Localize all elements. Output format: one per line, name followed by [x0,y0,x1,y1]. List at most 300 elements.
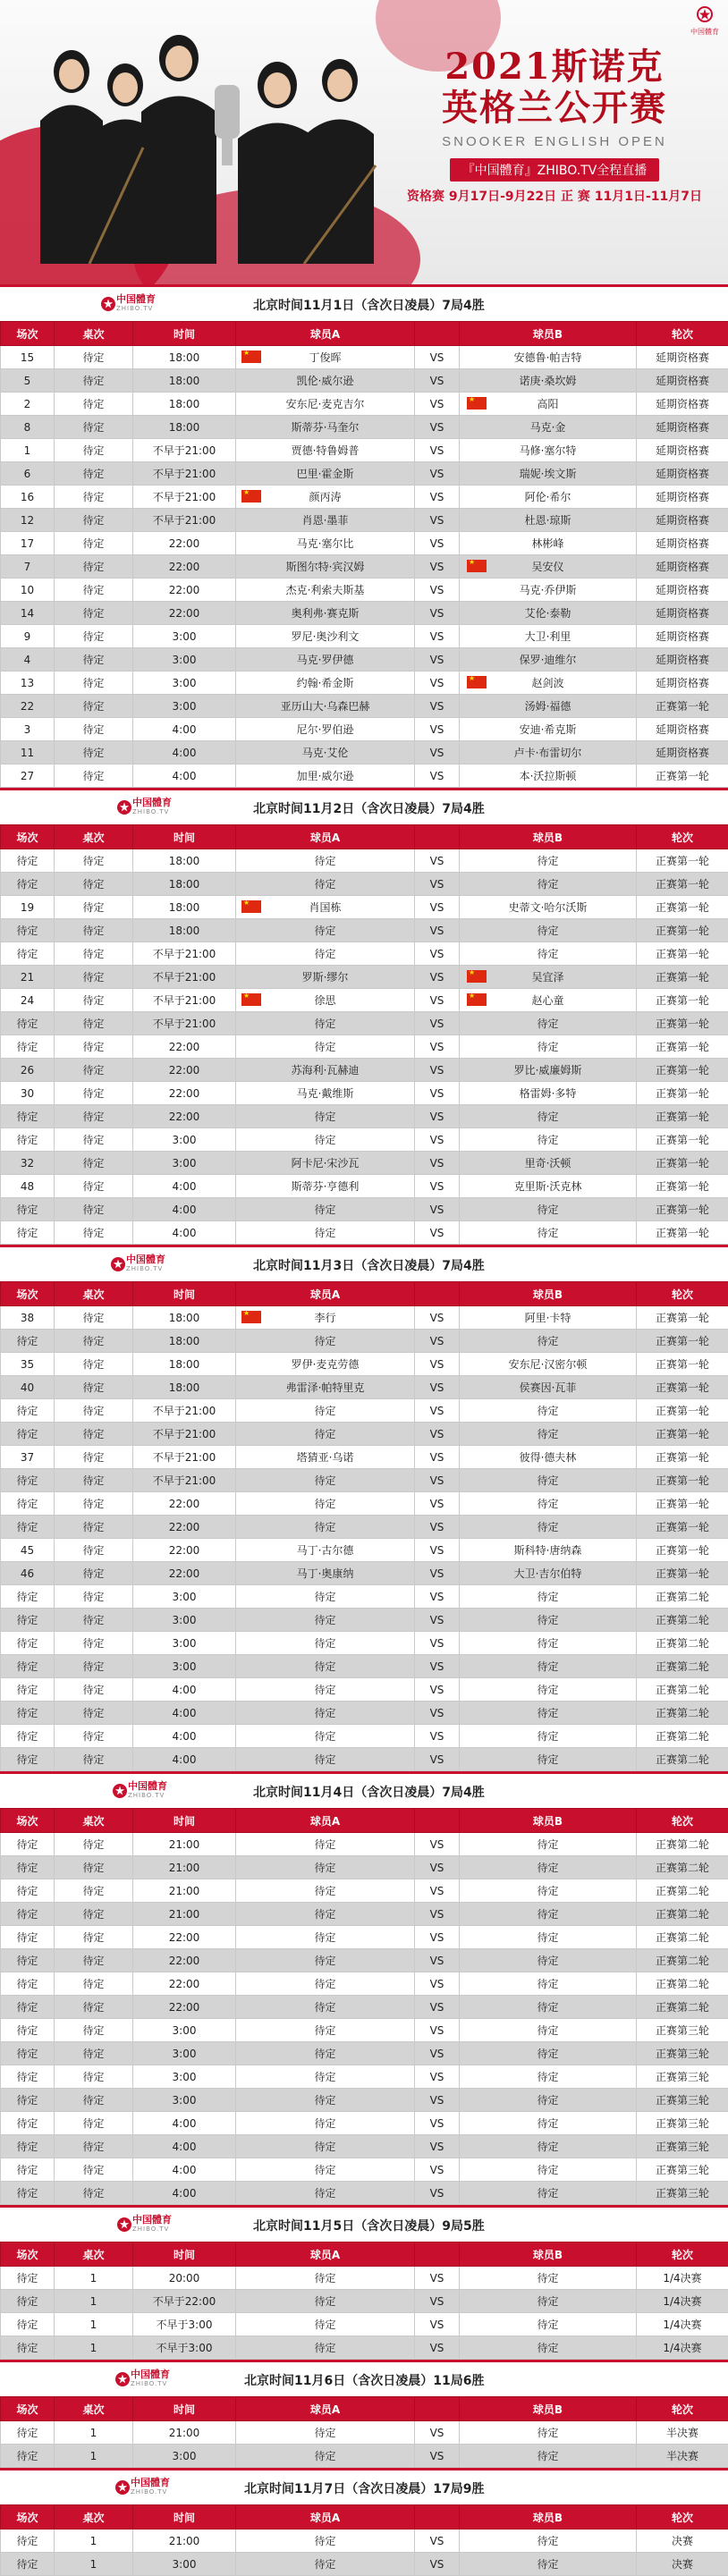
cell-text: 待定 [16,1753,38,1766]
player-b-cell [460,2421,637,2445]
match-no-header: 场次 [1,1809,55,1833]
table-no-cell [55,2019,133,2042]
table-no-cell [55,1926,133,1949]
cell-text: 待定 [314,2295,335,2308]
cell-text: 13 [21,677,34,689]
cell-text: 待定 [537,1018,558,1030]
day-header [0,2468,728,2504]
table-row [1,486,728,509]
cell-text: 正赛第三轮 [656,2164,709,2176]
table-row [1,439,728,462]
cell-text: VS [430,770,444,782]
table-no-cell [55,1539,133,1562]
player-a-cell [236,1152,415,1175]
cell-text: VS [430,878,444,891]
cell-text: 待定 [314,1753,335,1766]
china-flag-icon [241,351,261,363]
cell-text: 待定 [82,1908,104,1921]
broadcast-badge: 『中国體育』ZHIBO.TV全程直播 [450,158,660,182]
round-cell [637,1446,728,1469]
player-b-cell [460,989,637,1012]
cell-text: 3:00 [173,700,197,713]
cell-text: 待定 [16,2295,38,2308]
cell-text: 半决赛 [666,2450,698,2462]
cell-text: 1/4决赛 [663,2295,701,2308]
round-cell [637,1376,728,1399]
round-cell [637,579,728,602]
cell-text: 正赛第三轮 [656,2048,709,2060]
player-a-cell [236,919,415,942]
round-cell [637,671,728,695]
cell-text: 27 [21,770,34,782]
table-no-cell [55,2445,133,2468]
cell-text: 待定 [537,1405,558,1417]
vs-cell [415,2112,460,2135]
cell-text: 45 [21,1544,34,1557]
cell-text: 3:00 [173,654,197,666]
cell-text: 22:00 [169,561,200,573]
cell-text: VS [430,1312,444,1324]
cell-text: 待定 [82,723,104,736]
round-cell [637,1609,728,1632]
vs-cell [415,579,460,602]
brand-logo-sub: ZHIBO.TV [128,1791,167,1800]
table-no-cell [55,439,133,462]
cell-text: 待定 [16,1637,38,1650]
table-row [1,919,728,942]
vs-cell [415,1105,460,1128]
time-cell [133,695,236,718]
table-no-cell [55,1128,133,1152]
table-row [1,718,728,741]
cell-text: 待定 [82,444,104,457]
vs-cell [415,1678,460,1702]
cell-text: 待定 [16,2187,38,2200]
cell-text: 正赛第一轮 [656,1381,709,1394]
table-no-cell [55,346,133,369]
cell-text: 21:00 [169,2535,200,2547]
table-row [1,2290,728,2313]
table-row [1,1632,728,1655]
cell-text: 待定 [314,2558,335,2571]
cell-text: 待定 [82,1041,104,1053]
cell-text: 正赛第二轮 [656,2001,709,2014]
vs-cell [415,1376,460,1399]
cell-text: 延期资格赛 [656,351,709,364]
cell-text: 待定 [16,1730,38,1743]
table-no-cell [55,462,133,486]
round-cell [637,2112,728,2135]
round-cell [637,2089,728,2112]
cell-text: 正赛第一轮 [656,878,709,891]
round-cell [637,695,728,718]
player-a-cell [236,2182,415,2205]
player-a-cell [236,1833,415,1856]
cell-text: 待定 [82,1862,104,1874]
cell-text: 延期资格赛 [656,630,709,643]
cell-text: 待定 [16,1660,38,1673]
time-header: 时间 [133,2505,236,2530]
table-row [1,1128,728,1152]
vs-cell [415,1903,460,1926]
time-cell [133,1926,236,1949]
table-row [1,1856,728,1879]
player-b-header: 球员B [460,322,637,346]
player-b-cell [460,2445,637,2468]
event-banner [0,0,728,284]
time-cell [133,393,236,416]
round-header: 轮次 [637,1809,728,1833]
cell-text: 14 [21,607,34,620]
round-cell [637,741,728,764]
cell-text: 待定 [537,1862,558,1874]
table-no-cell [55,2065,133,2089]
time-cell [133,2112,236,2135]
round-cell [637,2445,728,2468]
table-no-cell [55,1175,133,1198]
brand-logo [110,1254,165,1273]
cell-text: 罗伊·麦克劳德 [292,1358,360,1371]
cell-text: 待定 [16,2024,38,2037]
time-cell [133,1175,236,1198]
cell-text: 决赛 [672,2558,693,2571]
player-a-cell [236,1879,415,1903]
table-row [1,1376,728,1399]
vs-header [415,825,460,849]
cell-text: 待定 [537,1684,558,1696]
cell-text: 3:00 [173,2071,197,2083]
day-header [0,284,728,321]
cell-text: 待定 [314,855,335,867]
table-row [1,1035,728,1059]
match-no-cell [1,942,55,966]
cell-text: 正赛第一轮 [656,1227,709,1239]
match-no-cell [1,2019,55,2042]
time-cell [133,346,236,369]
time-cell [133,671,236,695]
cell-text: VS [430,1978,444,1990]
cell-text: 40 [21,1381,34,1394]
round-cell [637,1926,728,1949]
table-no-cell [55,1376,133,1399]
player-a-cell [236,648,415,671]
round-cell [637,896,728,919]
table-no-cell [55,1105,133,1128]
match-no-cell [1,1833,55,1856]
time-cell [133,2421,236,2445]
table-row [1,1175,728,1198]
round-cell [637,439,728,462]
player-b-cell [460,1012,637,1035]
cell-text: 21:00 [169,2427,200,2439]
cell-text: 待定 [314,925,335,937]
cell-text: 1 [24,444,31,457]
vs-header [415,2397,460,2421]
cell-text: 待定 [537,2427,558,2439]
round-cell [637,2421,728,2445]
cell-text: VS [430,421,444,434]
cell-text: VS [430,1335,444,1347]
player-a-header: 球员A [236,2505,415,2530]
table-row [1,1399,728,1423]
brand-logo-name: 中国體育 [132,797,172,808]
cell-text: 待定 [16,2071,38,2083]
time-cell [133,1353,236,1376]
match-no-cell [1,1175,55,1198]
vs-cell [415,369,460,393]
cell-text: 待定 [537,1227,558,1239]
player-a-cell [236,555,415,579]
cell-text: 待定 [82,1591,104,1603]
cell-text: 待定 [314,1684,335,1696]
cell-text: 待定 [314,1405,335,1417]
cell-text: 不早于21:00 [153,948,216,960]
player-a-cell [236,966,415,989]
table-row [1,1198,728,1221]
cell-text: 待定 [82,468,104,480]
table-row [1,671,728,695]
vs-cell [415,2336,460,2360]
cell-text: VS [430,654,444,666]
player-b-cell [460,648,637,671]
schedule-table [0,1808,728,2205]
cell-text: 待定 [537,1134,558,1146]
event-title-line2: 英格兰公开赛 [394,88,715,129]
cell-text: VS [430,1614,444,1626]
time-cell [133,1399,236,1423]
table-row [1,1516,728,1539]
match-no-cell [1,648,55,671]
player-b-cell [460,1609,637,1632]
cell-text: 22:00 [169,1544,200,1557]
china-flag-icon [467,676,487,688]
brand-logo [114,2478,170,2496]
match-no-cell [1,1423,55,1446]
player-b-cell [460,1175,637,1198]
time-cell [133,1725,236,1748]
cell-text: 待定 [16,1684,38,1696]
vs-cell [415,346,460,369]
cell-text: VS [430,375,444,387]
round-cell [637,1035,728,1059]
time-cell [133,989,236,1012]
cell-text: 待定 [314,1521,335,1533]
cell-text: 延期资格赛 [656,654,709,666]
cell-text: VS [430,2295,444,2308]
table-header-row [1,1282,728,1306]
day-title: 北京时间11月3日（含次日凌晨）7局4胜 [253,1256,485,1274]
player-b-cell [460,1446,637,1469]
cell-text: 待定 [82,1064,104,1077]
cell-text: 马克·塞尔比 [297,537,354,550]
brand-logo-sub: ZHIBO.TV [131,2487,170,2496]
cell-text: 待定 [537,1931,558,1944]
cell-text: 待定 [82,1955,104,1967]
table-no-cell [55,1399,133,1423]
cell-text: 待定 [314,2071,335,2083]
table-row [1,1562,728,1585]
cell-text: 正赛第一轮 [656,994,709,1007]
round-cell [637,416,728,439]
cell-text: 24 [21,994,34,1007]
event-dates: 资格赛 9月17日-9月22日 正 赛 11月1日-11月7日 [394,187,715,205]
cell-text: 待定 [82,2164,104,2176]
match-no-cell [1,919,55,942]
table-row [1,509,728,532]
time-cell [133,416,236,439]
cell-text: 8 [24,421,31,434]
cell-text: 待定 [82,1134,104,1146]
cell-text: 待定 [537,2295,558,2308]
player-b-cell [460,1376,637,1399]
cell-text: 4:00 [173,1753,197,1766]
time-cell [133,1128,236,1152]
table-row [1,1012,728,1035]
vs-cell [415,873,460,896]
player-b-cell [460,764,637,788]
match-no-cell [1,764,55,788]
player-a-cell [236,1221,415,1245]
cell-text: 22:00 [169,1955,200,1967]
cell-text: 延期资格赛 [656,584,709,596]
cell-text: 不早于3:00 [157,2318,213,2331]
cell-text: VS [430,1521,444,1533]
time-cell [133,2530,236,2553]
cell-text: 待定 [82,1111,104,1123]
brand-logo-name: 中国體育 [132,2214,172,2225]
cell-text: VS [430,855,444,867]
day-header [0,788,728,824]
cell-text: 22:00 [169,2001,200,2014]
round-cell [637,648,728,671]
vs-cell [415,1035,460,1059]
vs-cell [415,764,460,788]
vs-cell [415,2065,460,2089]
schedule-table [0,1281,728,1771]
vs-cell [415,1306,460,1330]
round-cell [637,1678,728,1702]
vs-cell [415,1725,460,1748]
cell-text: 待定 [314,1204,335,1216]
cell-text: 待定 [82,855,104,867]
cell-text: 待定 [82,1498,104,1510]
table-row [1,393,728,416]
cell-text: 待定 [537,2164,558,2176]
cell-text: 待定 [82,2141,104,2153]
vs-cell [415,896,460,919]
cell-text: 待定 [537,1591,558,1603]
cell-text: VS [430,630,444,643]
cell-text: 正赛第二轮 [656,1838,709,1851]
cell-text: 37 [21,1451,34,1464]
cell-text: 肖恩·墨菲 [302,514,349,527]
time-cell [133,1423,236,1446]
cell-text: 待定 [537,2318,558,2331]
player-a-cell [236,1399,415,1423]
match-no-cell [1,416,55,439]
cell-text: VS [430,1111,444,1123]
cell-text: 马克·戴维斯 [297,1087,354,1100]
cell-text: 4:00 [173,1684,197,1696]
vs-cell [415,1423,460,1446]
vs-cell [415,1492,460,1516]
cell-text: 待定 [82,1521,104,1533]
cell-text: VS [430,1018,444,1030]
cell-text: 待定 [537,1428,558,1440]
cell-text: 正赛第二轮 [656,1614,709,1626]
cell-text: 罗斯·缪尔 [302,971,349,984]
cell-text: 4:00 [173,1707,197,1719]
time-cell [133,1539,236,1562]
player-b-header: 球员B [460,2397,637,2421]
cell-text: 21:00 [169,1885,200,1897]
table-no-cell [55,989,133,1012]
cell-text: 待定 [314,2164,335,2176]
time-cell [133,1585,236,1609]
player-a-cell [236,1175,415,1198]
cell-text: 吴安仪 [531,561,563,573]
cell-text: 4:00 [173,1730,197,1743]
vs-cell [415,462,460,486]
cell-text: 待定 [16,1405,38,1417]
match-no-cell [1,439,55,462]
cell-text: 1 [90,2295,97,2308]
cell-text: 待定 [82,677,104,689]
match-no-cell [1,2135,55,2158]
player-b-cell [460,2553,637,2576]
round-cell [637,1059,728,1082]
time-cell [133,942,236,966]
round-cell [637,1330,728,1353]
cell-text: 汤姆·福德 [525,700,571,713]
table-row [1,2065,728,2089]
cell-text: 待定 [314,2024,335,2037]
cell-text: 正赛第二轮 [656,1637,709,1650]
player-b-cell [460,695,637,718]
cell-text: 待定 [537,2001,558,2014]
cell-text: VS [430,1428,444,1440]
player-b-cell [460,1655,637,1678]
cell-text: 不早于21:00 [153,444,216,457]
table-no-cell [55,2042,133,2065]
player-a-cell [236,1198,415,1221]
table-no-cell [55,966,133,989]
match-no-header: 场次 [1,2242,55,2267]
cell-text: 待定 [16,2001,38,2014]
cell-text: VS [430,1931,444,1944]
player-a-cell [236,1926,415,1949]
table-no-cell [55,2267,133,2290]
cell-text: 4:00 [173,2164,197,2176]
cell-text: 待定 [82,1451,104,1464]
cell-text: VS [430,444,444,457]
match-no-cell [1,671,55,695]
time-cell [133,919,236,942]
table-no-cell [55,896,133,919]
vs-cell [415,1833,460,1856]
cell-text: VS [430,1707,444,1719]
round-cell [637,2019,728,2042]
table-no-cell [55,2158,133,2182]
time-cell [133,579,236,602]
player-b-cell [460,1585,637,1609]
cell-text: 待定 [82,948,104,960]
player-a-cell [236,2065,415,2089]
time-cell [133,1012,236,1035]
player-a-cell [236,462,415,486]
player-b-cell [460,1399,637,1423]
player-a-cell [236,1446,415,1469]
